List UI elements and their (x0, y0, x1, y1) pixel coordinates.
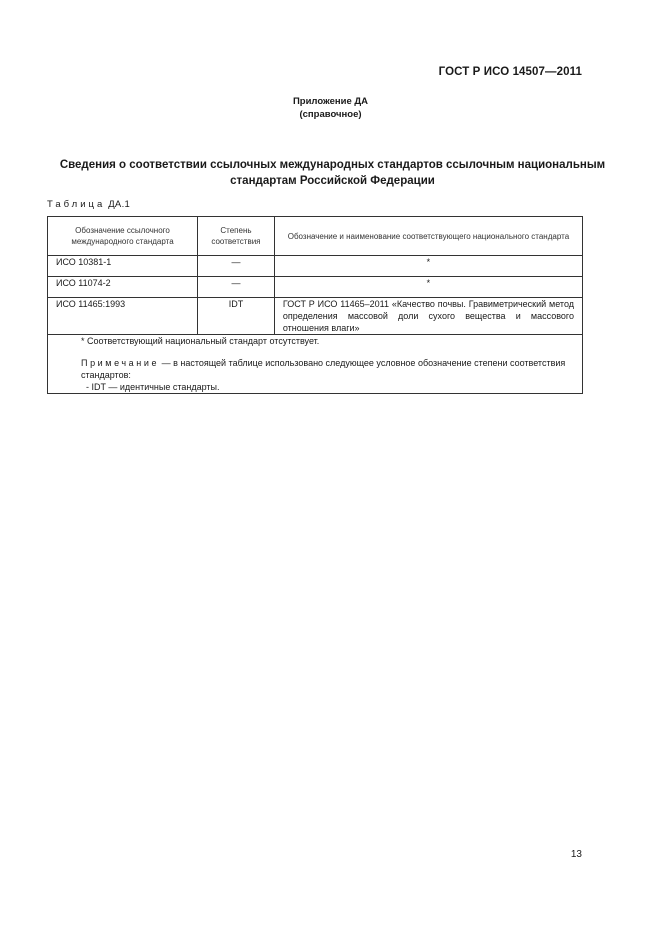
note-text: — в настоящей таблице использовано следующее условное обозначение степени соответствия стандартов: (81, 358, 566, 380)
cell-national: ГОСТ Р ИСО 11465–2011 «Качество почвы. Гравиметрический метод определения массовой доли сухого вещества и массового отношения влаги» (274, 298, 582, 335)
note-label: Примечание (81, 358, 160, 368)
table-row (48, 298, 583, 335)
cell-degree: — (198, 256, 275, 277)
table-header-row (48, 217, 583, 256)
cell-standard-code: ИСО 10381-1 (48, 256, 198, 277)
table-footnote: * Соответствующий национальный стандарт отсутствует. (81, 336, 320, 346)
cell-degree: IDT (198, 298, 275, 335)
table-note (56, 357, 574, 381)
table-caption-prefix: Таблица (47, 199, 106, 210)
cell-degree: — (198, 277, 275, 298)
table-notes-row (48, 335, 583, 394)
section-title-line-2: стандартам Российской Федерации (230, 175, 435, 187)
table-caption-id: ДА.1 (108, 199, 131, 210)
appendix-heading (0, 95, 661, 121)
table-row (48, 277, 583, 298)
cell-national: * (274, 256, 582, 277)
table-caption (47, 199, 130, 210)
header-degree: Степень соответствия (198, 217, 275, 256)
table-row (48, 256, 583, 277)
cell-standard-code: ИСО 11074-2 (48, 277, 198, 298)
table-notes (48, 335, 583, 394)
cell-standard-code: ИСО 11465:1993 (48, 298, 198, 335)
appendix-title: Приложение ДА (292, 96, 369, 107)
section-title (40, 157, 625, 189)
note-item: - IDT — идентичные стандарты. (86, 382, 220, 392)
document-code: ГОСТ Р ИСО 14507—2011 (438, 66, 582, 78)
page-number: 13 (570, 849, 582, 860)
header-international-standard: Обозначение ссылочного международного стандарта (48, 217, 198, 256)
standards-table (47, 216, 583, 394)
section-title-line-1: Сведения о соответствии ссылочных международных стандартов ссылочным национальным (59, 159, 606, 171)
appendix-subtitle: (справочное) (299, 109, 362, 120)
header-national-standard: Обозначение и наименование соответствующего национального стандарта (274, 217, 582, 256)
cell-national: * (274, 277, 582, 298)
